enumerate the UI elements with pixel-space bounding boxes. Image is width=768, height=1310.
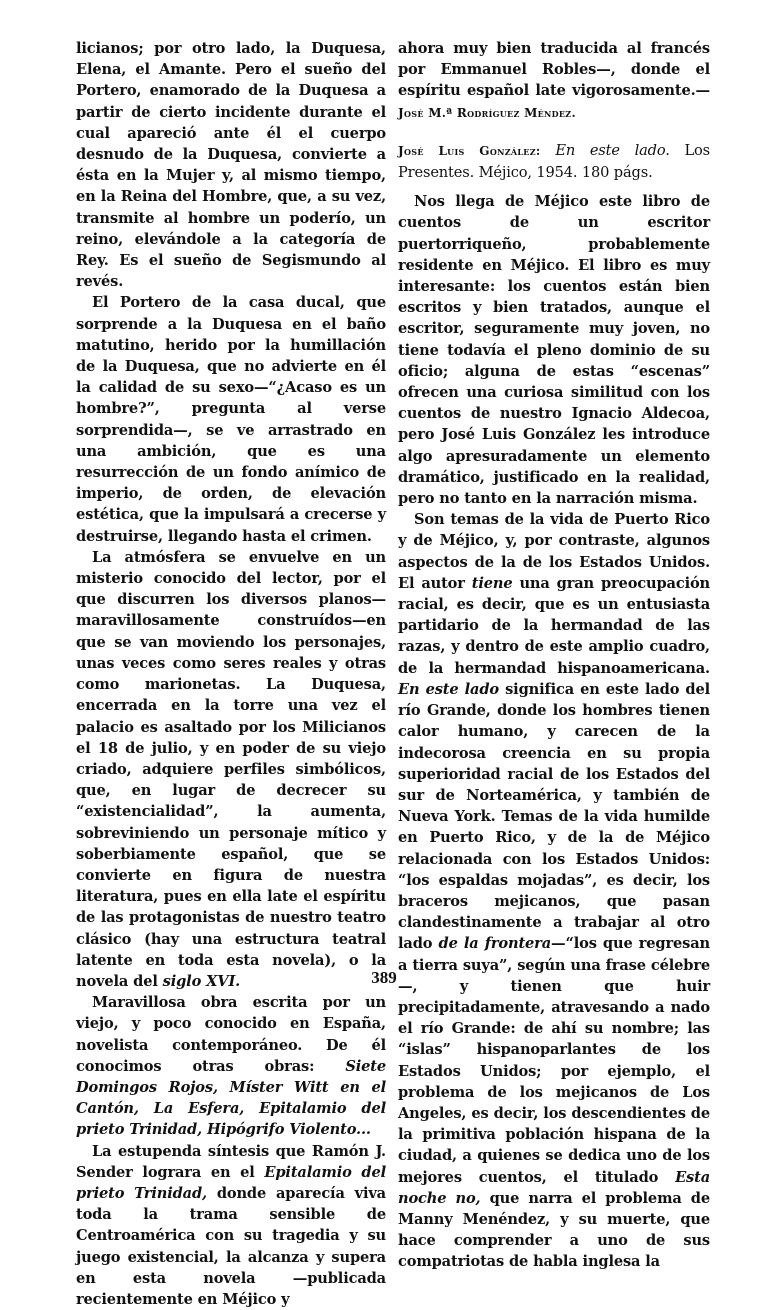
italic-title: Esta noche no, bbox=[398, 1168, 710, 1207]
paragraph: Son temas de la vida de Puerto Rico y de Méjico, y, por contraste, algunos aspectos de la de los Estados Unidos. El autor tiene una gran preocupación racial, es decir, que es un entusiasta partidario de la hermandad de las razas, y dentro de este amplio cuadro, de la hermandad hispanoamericana. En este lado significa en este lado del río Grande, donde los hombres tienen calor humano, y carecen de la indecorosa creencia en su propia superioridad racial de los Estados del sur de Norteamérica, y también de Nueva York. Temas de la vida humilde en Puerto Rico, y de la de Méjico relacionada con los Estados Unidos: “los espaldas mojadas”, es decir, los braceros mejicanos, que pasan clandestinamente a trabajar al otro lado de la frontera—“los que regresan a tierra suya”, según una frase célebre—, y tienen que huir precipitadamente, atravesando a nado el río Grande: de ahí su nombre; las “islas” hispanoparlantes de los Estados Unidos; por ejemplo, el problema de los mejicanos de Los Angeles, es decir, los descendientes de la primitiva población hispana de la ciudad, a quienes se dedica uno de los mejores cuentos, el titulado Esta noche no, que narra el problema de Manny Menéndez, y su muerte, que hace comprender a uno de sus compatriotas de habla inglesa la bbox=[398, 511, 711, 1271]
italic-text: siglo XVI. bbox=[162, 972, 241, 990]
paragraph: ahora muy bien traducida al francés por Emmanuel Robles—, donde el espíritu español late vigorosamente.—José M.ª Rodríguez Méndez. bbox=[398, 40, 710, 120]
review-author: José Luis González: bbox=[398, 143, 541, 158]
review-heading bbox=[398, 140, 710, 183]
review-book-title: En este lado. bbox=[555, 141, 670, 159]
right-column bbox=[398, 38, 710, 1273]
paragraph: El Portero de la casa ducal, que sorprende a la Duquesa en el baño matutino, herido por la humillación de la Duquesa, que no advierte en él la calidad de su sexo—“¿Acaso es un hombre?”, pregunta al verse sorprendida—, se ve arrastrado en una ambición, que es una resurrección de un fondo anímico de imperio, de orden, de elevación estética, que la impulsará a crecerse y destruirse, llegando hasta el crimen. bbox=[76, 294, 386, 545]
italic-title: En este lado bbox=[398, 680, 499, 698]
italic-title: Epitalamio del prieto Trinidad, bbox=[76, 1163, 386, 1202]
paragraph: La estupenda síntesis que Ramón J. Sender lograra en el Epitalamio del prieto Trinidad, donde aparecía viva toda la trama sensible de Centroamérica con su tragedia y su juego existencial, la alcanza y supera en esta novela —publicada recientemente en Méjico y bbox=[76, 1142, 386, 1308]
reviewer-signature: José M.ª Rodríguez Méndez. bbox=[398, 105, 576, 120]
paragraph: Nos llega de Méjico este libro de cuentos de un escritor puertorriqueño, probablemente residente en Méjico. El libro es muy interesante: los cuentos están bien escritos y bien tratados, aunque el escritor, seguramente muy joven, no tiene todavía el pleno dominio de su oficio; alguna de estas “escenas” ofrecen una curiosa similitud con los cuentos de nuestro Ignacio Aldecoa, pero José Luis González les introduce algo apresuradamente un elemento dramático, justificado en la realidad, pero no tanto en la narración misma. bbox=[398, 193, 710, 508]
paragraph: Maravillosa obra escrita por un viejo, y poco conocido en España, novelista contemporáneo. De él conocimos otras obras: Siete Domingos Rojos, Míster Witt en el Cantón, La Esfera, Epitalamio del prieto Trinidad, Hipógrifo Violento... bbox=[76, 994, 386, 1139]
left-column bbox=[76, 38, 386, 1310]
paragraph: La atmósfera se envuelve en un misterio conocido del lector, por el que discurren los diversos planos—maravillosamente construídos—en que se van moviendo los personajes, unas veces como seres reales y otras como marionetas. La Duquesa, encerrada en la torre una vez el palacio es asaltado por los Milicianos el 18 de julio, y en poder de su viejo criado, adquiere perfiles simbólicos, que, en lugar de decrecer su “existencialidad”, la aumenta, sobreviniendo un personaje mítico y soberbiamente español, que se convierte en figura de nuestra literatura, pues en ella late el espíritu de las protagonistas de nuestro teatro clásico (hay una estructura teatral latente en toda esta novela), o la novela del siglo XVI. bbox=[76, 548, 386, 990]
paragraph: licianos; por otro lado, la Duquesa, Elena, el Amante. Pero el sueño del Portero, enamorado de la Duquesa a partir de cierto incidente durante el cual apareció ante él el cuerpo desnudo de la Duquesa, convierte a ésta en la Mujer y, al mismo tiempo, en la Reina del Hombre, que, a su vez, transmite al hombre un poderío, un reino, elevándole a la categoría de Rey. Es el sueño de Segismundo al revés. bbox=[76, 40, 386, 291]
page-number: 389 bbox=[371, 968, 397, 987]
works-list: Siete Domingos Rojos, Míster Witt en el Cantón, La Esfera, Epitalamio del prieto Trinidad, Hipógrifo Violento... bbox=[76, 1057, 386, 1139]
review-publication: Los Presentes. Méjico, 1954. 180 págs. bbox=[398, 141, 710, 182]
